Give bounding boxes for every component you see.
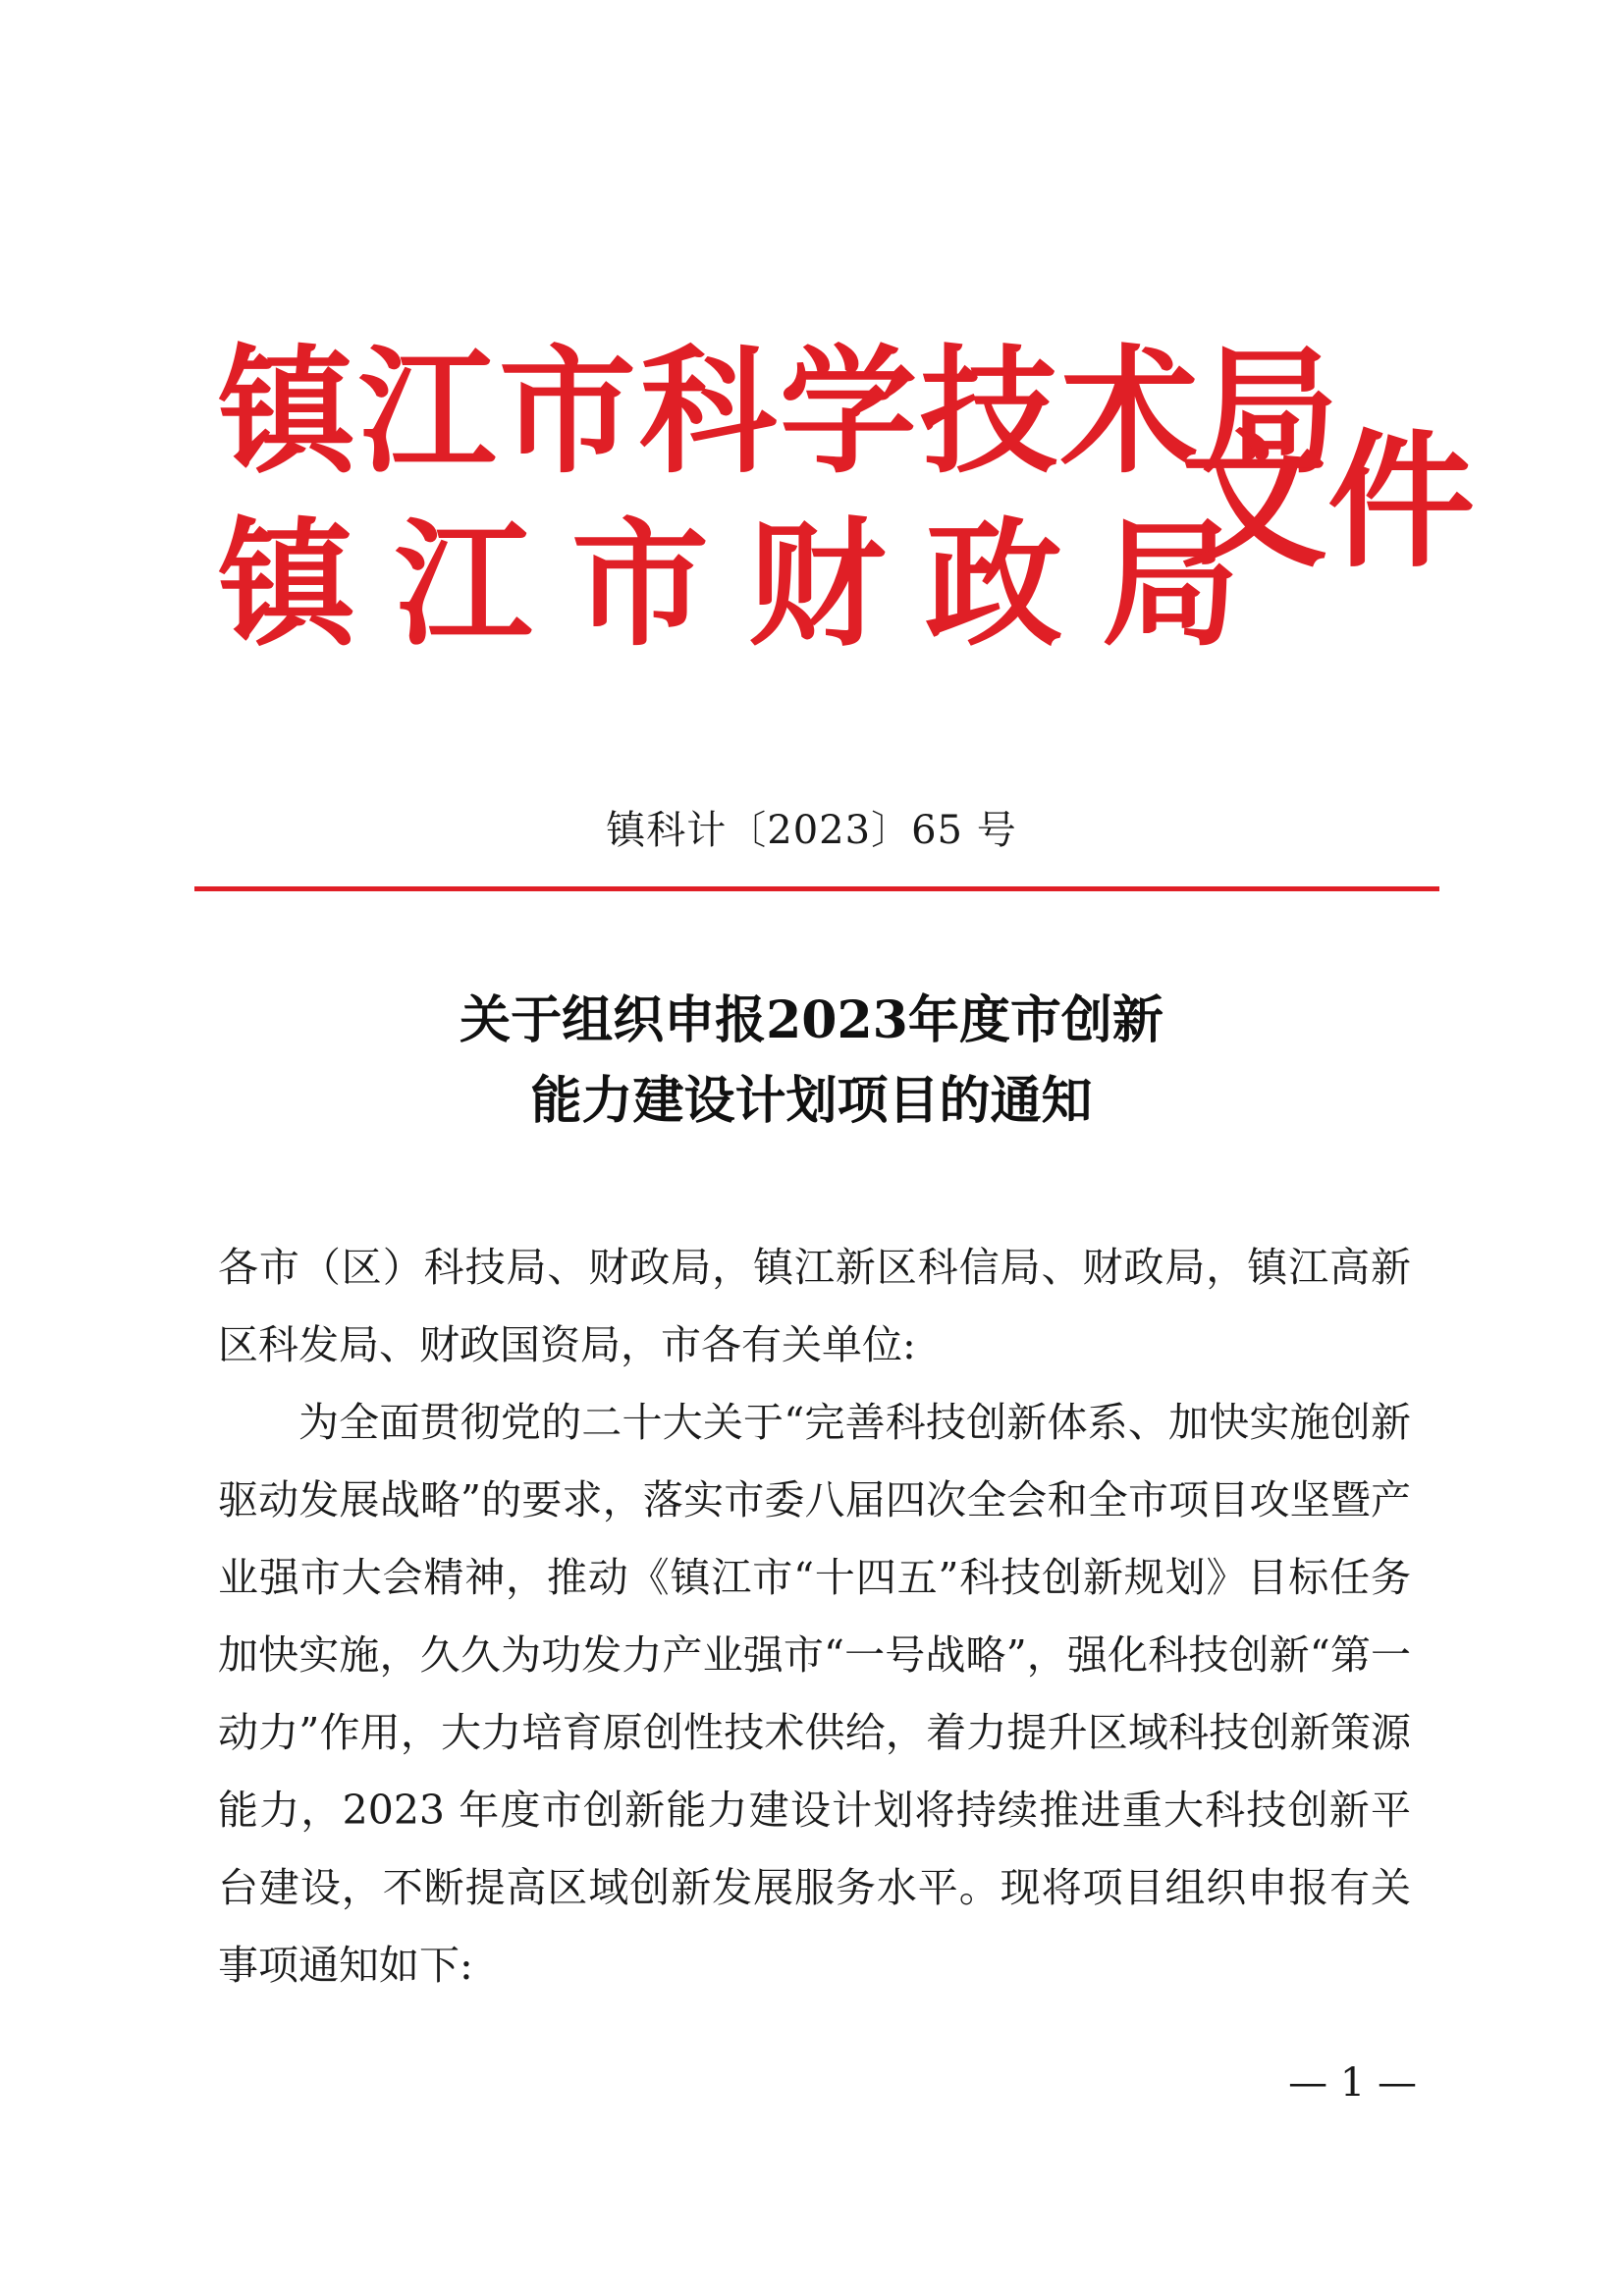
- issuer-name-line2: 镇江市财政局: [218, 505, 1279, 666]
- document-body: [218, 1229, 1411, 2004]
- issuer-name-line1: 镇江市科学技术局: [218, 332, 1342, 493]
- recipients-paragraph: 各市（区）科技局、财政局，镇江新区科信局、财政局，镇江高新区科发局、财政国资局，市各有关单位:: [218, 1244, 1411, 1368]
- document-title-line2: 能力建设计划项目的通知: [530, 1071, 1093, 1131]
- document-number: 镇科计〔2023〕65 号: [606, 808, 1017, 853]
- red-header: [218, 332, 1476, 667]
- page-number: — 1 —: [1288, 2060, 1417, 2106]
- red-separator-line: [194, 886, 1439, 891]
- document-type-label: 文件: [1180, 415, 1476, 588]
- body-paragraph: 为全面贯彻党的二十大关于“完善科技创新体系、加快实施创新驱动发展战略”的要求，落实市委八届四次全会和全市项目攻坚暨产业强市大会精神，推动《镇江市“十四五”科技创新规划》目标任务加快实施，久久为功发力产业强市“一号战略”，强化科技创新“第一动力”作用，大力培育原创性技术供给，着力提升区域科技创新策源能力，2023 年度市创新能力建设计划将持续推进重大科技创新平台建设，不断提高区域创新发展服务水平。现将项目组织申报有关事项通知如下:: [218, 1399, 1411, 1989]
- document-title-line1: 关于组织申报2023年度市创新: [460, 990, 1163, 1050]
